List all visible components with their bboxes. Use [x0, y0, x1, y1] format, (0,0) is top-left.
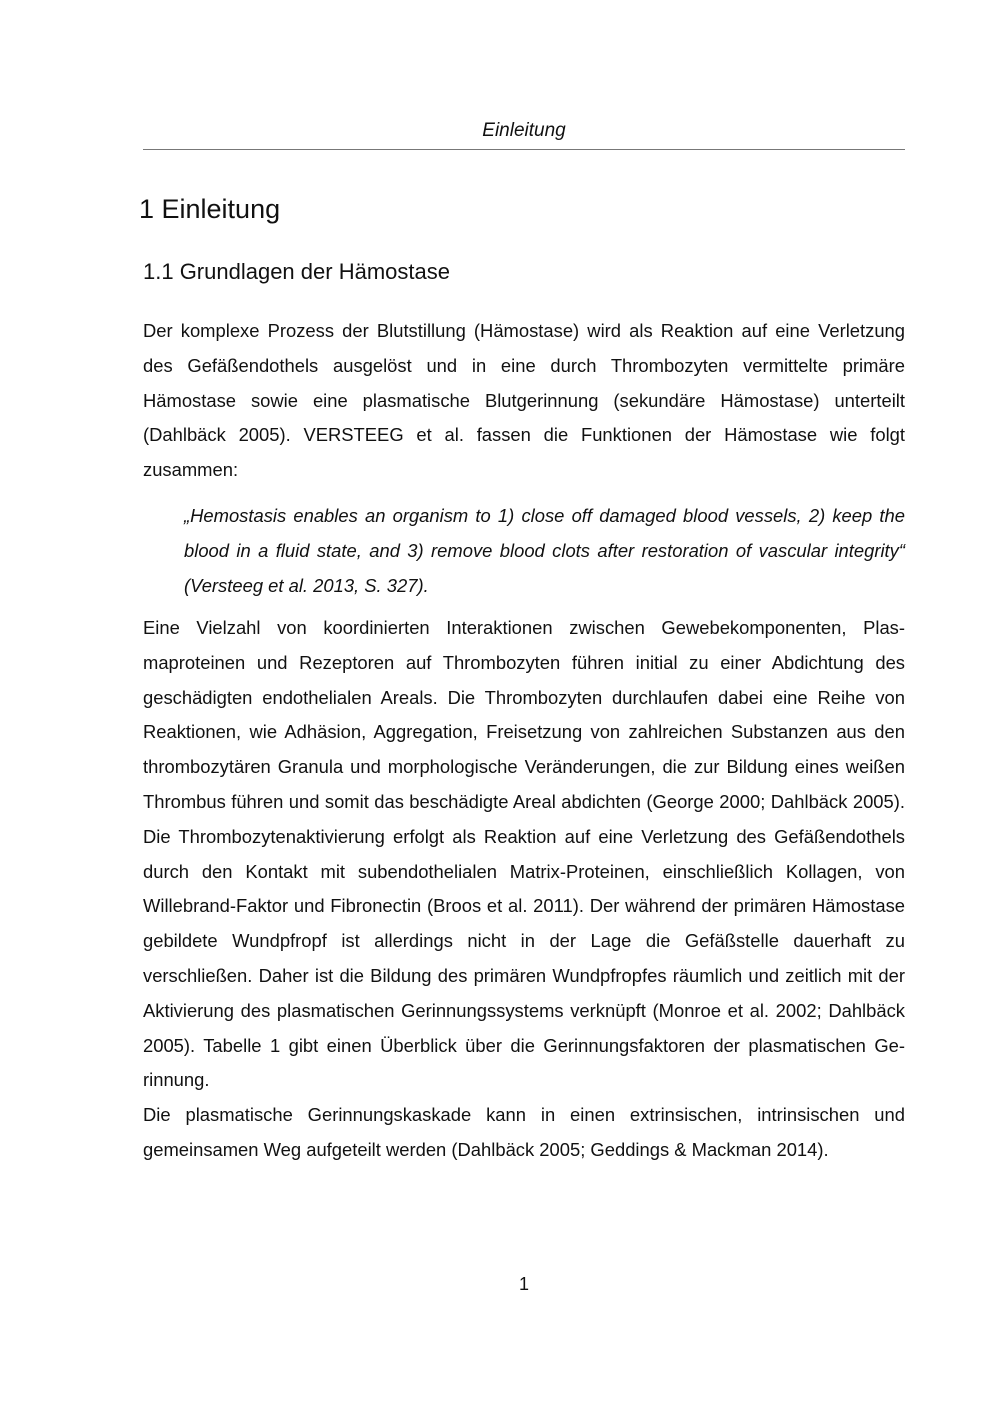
paragraph-text: Der komplexe Prozess der Blutstillung (Hämostase) wird als Reaktion auf eine Verletzung des Gefäßendothels ausgelöst und in eine durch Thrombozyten vermittelte primäre Hämostase sowie eine plasmatische Blutgerinnung (sekundäre Hämostase) unterteilt (Dahlbäck 2005). VERSTEEG et al. fassen die Funktionen der Hämostase wie folgt zusammen: [143, 320, 905, 481]
paragraph-cascade: Die plasmatische Gerinnungskaskade kann in einen extrinsischen, intrinsischen und gemeinsamen Weg aufgeteilt werden (Dahlbäck 2005; Geddings & Mackman 2014). [143, 1104, 905, 1160]
running-header: Einleitung [482, 120, 566, 141]
body-paragraphs [143, 611, 905, 1168]
paragraph-platelets: Eine Vielzahl von koordinierten Interaktionen zwischen Gewebekomponenten, Plasmaproteinen und Rezeptoren auf Thrombozyten führen initial zu einer Abdichtung des geschädigten endothelialen Areals. Die Thrombozyten durchlaufen dabei eine Reihe von Reaktionen, wie Adhäsion, Aggregation, Freisetzung von zahlreichen Substanzen aus den thrombozytären Granula und morphologische Veränderungen, die zur Bildung eines weißen Thrombus führen und somit das beschädigte Areal abdichten (George 2000; Dahlbäck 2005). Die Thrombozytenaktivierung erfolgt als Reaktion auf eine Verletzung des Gefäßendothels durch den Kontakt mit subendothelialen Matrix-Proteinen, einschließlich Kollagen, von Willebrand-Faktor und Fibronectin (Broos et al. 2011). Der während der primären Hämostase gebildete Wundpfropf ist allerdings nicht in der Lage die Gefäßstelle dauerhaft zu verschließen. Daher ist die Bildung des primären Wundpfropfes räumlich und zeitlich mit der Aktivierung des plasmatischen Gerinnungssystems verknüpft (Monroe et al. 2002; Dahlbäck 2005). Tabelle 1 gibt einen Überblick über die Gerinnungsfaktoren der plasmatischen Gerinnung. [143, 617, 905, 1091]
block-quote [184, 499, 905, 603]
quote-text: „Hemostasis enables an organism to 1) close off damaged blood vessels, 2) keep the blood in a fluid state, and 3) remove blood clots after restoration of vascular integrity“ (Versteeg et al. 2013, S. 327). [184, 505, 905, 596]
intro-paragraph [143, 314, 905, 488]
header-rule [143, 149, 905, 150]
chapter-title: 1 Einleitung [139, 194, 281, 224]
section-title: 1.1 Grundlagen der Hämostase [143, 259, 450, 284]
page-number: 1 [518, 1274, 529, 1294]
